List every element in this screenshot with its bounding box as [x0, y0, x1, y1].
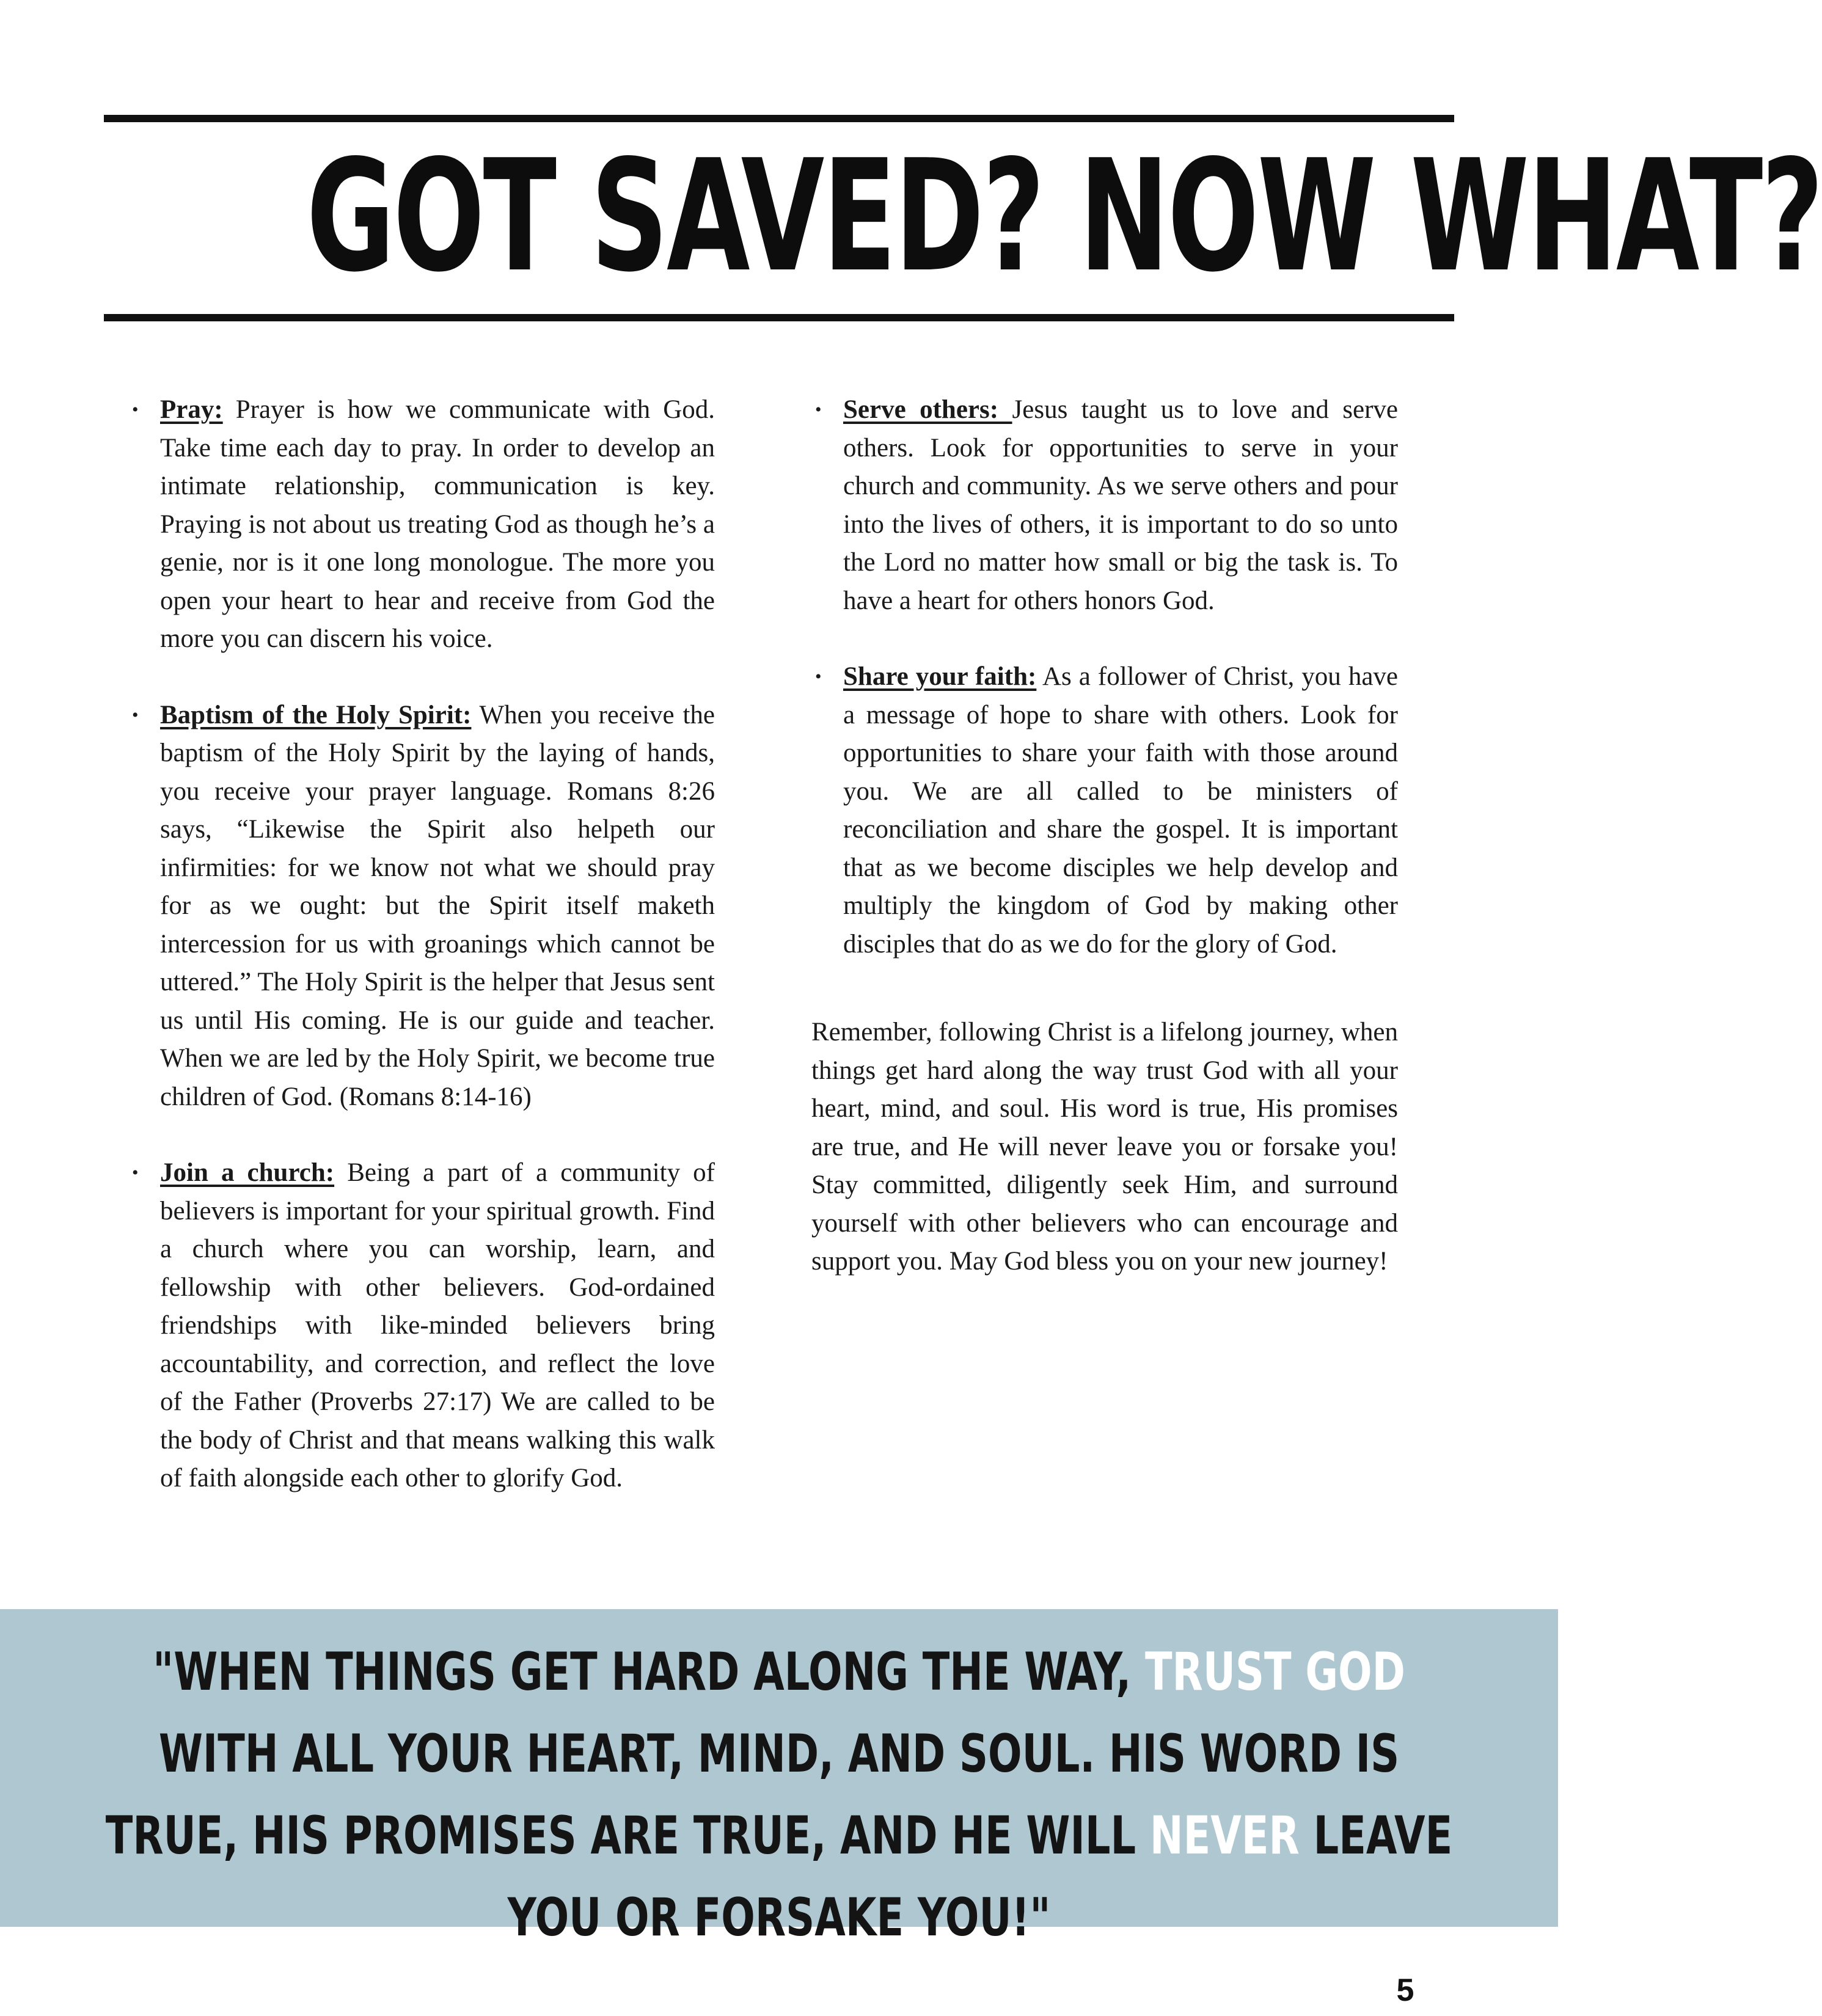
title-rule-bottom — [104, 314, 1454, 321]
list-item-baptism — [128, 696, 715, 1117]
list-item-share-faith — [811, 658, 1398, 963]
closing-paragraph: Remember, following Christ is a lifelong journey, when things get hard along the way trust God with all your heart, mind, and soul. His word is true, His promises are true, and He will never leave you or forsake you! Stay committed, diligently seek Him, and surround yourself with other believers who can encourage and support you. May God bless you on your new journey! — [811, 1018, 1398, 1276]
pull-quote — [92, 1631, 1466, 1959]
item-body: Being a part of a community of believers is important for your spiritual growth. Find a church where you can worship, learn, and fellowship with other believers. God-ordained friendships with like-minded believers bring accountability, and correction, and reflect the love of the Father (Proverbs 27:17) We are called to be the body of Christ and that means walking this walk of faith alongside each other to glorify God. — [160, 1158, 715, 1492]
item-title: Pray: — [160, 395, 223, 424]
left-column — [128, 391, 715, 1536]
quote-highlight: NEVER — [1149, 1805, 1300, 1866]
quote-text: WITH ALL YOUR HEART, MIND, AND SOUL. HIS WORD IS TRUE, HIS PROMISES ARE TRUE, AND HE WILL — [105, 1723, 1400, 1866]
quote-text: "WHEN THINGS GET HARD ALONG THE WAY, — [153, 1642, 1145, 1703]
page-number: 5 — [1396, 1973, 1414, 2008]
page-title: GOT SAVED? NOW WHAT? — [306, 127, 1822, 306]
list-item-join-church — [128, 1154, 715, 1498]
right-column — [811, 391, 1398, 1281]
list-item-pray — [128, 391, 715, 659]
title-rule-top — [104, 115, 1454, 122]
item-body: As a follower of Christ, you have a message of hope to share with others. Look for opportunities to share your faith with those around you. We are all called to be ministers of reconciliation and share the gospel. It is important that as we become disciples we help develop and multiply the kingdom of God by making other disciples that do as we do for the glory of God. — [843, 662, 1398, 959]
item-title: Serve others: — [843, 395, 1012, 424]
item-title: Share your faith: — [843, 662, 1037, 691]
quote-highlight: TRUST GOD — [1144, 1642, 1405, 1703]
list-item-serve-others — [811, 391, 1398, 620]
item-title: Baptism of the Holy Spirit: — [160, 700, 472, 729]
item-body: When you receive the baptism of the Holy Spirit by the laying of hands, you receive your prayer language. Romans 8:26 says, “Likewise the Spirit also helpeth our infirmities: for we know not what we should pray for as we ought: but the Spirit itself maketh intercession for us with groanings which cannot be uttered.” The Holy Spirit is the helper that Jesus sent us until His coming. He is our guide and teacher. When we are led by the Holy Spirit, we become true children of God. (Romans 8:14-16) — [160, 700, 715, 1111]
item-body: Jesus taught us to love and serve others. Look for opportunities to serve in your church and community. As we serve others and pour into the lives of others, it is important to do so unto the Lord no matter how small or big the task is. To have a heart for others honors God. — [843, 395, 1398, 615]
item-title: Join a church: — [160, 1158, 335, 1187]
item-body: Prayer is how we communicate with God. Take time each day to pray. In order to develop an intimate relationship, communication is key. Praying is not about us treating God as though he’s a genie, nor is it one long monologue. The more you open your heart to hear and receive from God the more you can discern his voice. — [160, 395, 715, 653]
quote-text: LEAVE YOU OR FORSAKE YOU!" — [507, 1805, 1453, 1948]
